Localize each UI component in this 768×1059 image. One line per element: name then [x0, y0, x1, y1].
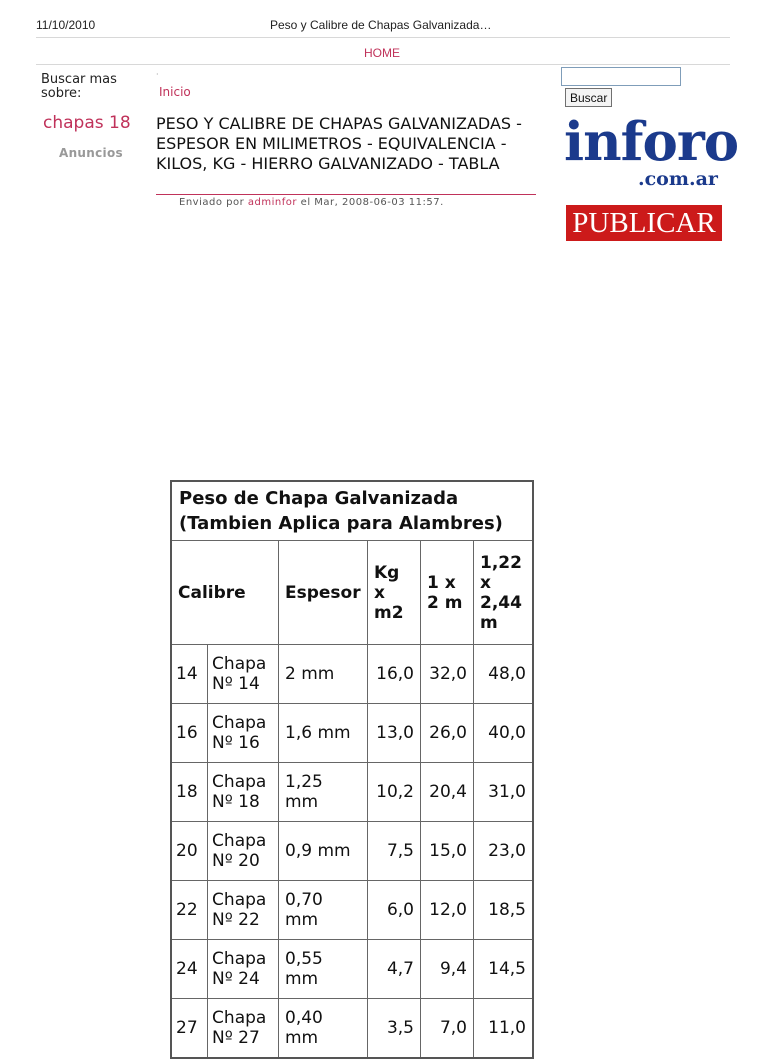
search-more-label: Buscar mas sobre: — [41, 72, 117, 101]
table-row — [171, 940, 533, 999]
cell-1x2: 15,0 — [421, 822, 474, 881]
table-row — [171, 645, 533, 704]
cell-espesor: 0,70 mm — [279, 881, 368, 940]
table-row — [171, 704, 533, 763]
cell-name: Chapa Nº 20 — [208, 822, 279, 881]
ads-label: Anuncios — [59, 146, 123, 160]
home-link[interactable]: HOME — [364, 46, 400, 60]
cell-kg: 10,2 — [368, 763, 421, 822]
header-122x244: 1,22 x 2,44 m — [474, 541, 534, 645]
header-1x2: 1 x 2 m — [421, 541, 474, 645]
divider — [36, 37, 730, 38]
header-espesor: Espesor — [279, 541, 368, 645]
article-title: PESO Y CALIBRE DE CHAPAS GALVANIZADAS - ESPESOR EN MILIMETROS - EQUIVALENCIA - KILOS, KG - HIERRO GALVANIZADO - TABLA — [156, 114, 522, 173]
meta-date: el Mar, 2008-06-03 11:57. — [300, 197, 444, 208]
author-link[interactable]: adminfor — [247, 197, 297, 208]
cell-espesor: 0,40 mm — [279, 999, 368, 1059]
weight-table — [170, 480, 534, 1059]
search-button[interactable]: Buscar — [565, 88, 612, 107]
cell-name: Chapa Nº 16 — [208, 704, 279, 763]
cell-calibre: 16 — [171, 704, 208, 763]
cell-1x2: 26,0 — [421, 704, 474, 763]
cell-1x2: 7,0 — [421, 999, 474, 1059]
breadcrumb-inicio-link[interactable]: Inicio — [159, 85, 191, 99]
cell-122x244: 14,5 — [474, 940, 534, 999]
cell-name: Chapa Nº 22 — [208, 881, 279, 940]
cell-calibre: 18 — [171, 763, 208, 822]
cell-calibre: 20 — [171, 822, 208, 881]
cell-1x2: 32,0 — [421, 645, 474, 704]
divider — [36, 64, 730, 65]
cell-kg: 13,0 — [368, 704, 421, 763]
cell-kg: 16,0 — [368, 645, 421, 704]
cell-name: Chapa Nº 24 — [208, 940, 279, 999]
cell-name: Chapa Nº 14 — [208, 645, 279, 704]
cell-espesor: 1,25 mm — [279, 763, 368, 822]
search-input[interactable] — [561, 67, 681, 86]
cell-kg: 6,0 — [368, 881, 421, 940]
cell-calibre: 27 — [171, 999, 208, 1059]
cell-kg: 4,7 — [368, 940, 421, 999]
table-row — [171, 822, 533, 881]
cell-calibre: 24 — [171, 940, 208, 999]
article-meta — [179, 197, 444, 208]
publish-button[interactable]: PUBLICAR — [566, 205, 722, 241]
print-date: 11/10/2010 — [36, 18, 96, 32]
cell-1x2: 20,4 — [421, 763, 474, 822]
cell-kg: 7,5 — [368, 822, 421, 881]
cell-espesor: 1,6 mm — [279, 704, 368, 763]
inforo-logo[interactable] — [564, 111, 739, 190]
table-row — [171, 999, 533, 1059]
cell-122x244: 23,0 — [474, 822, 534, 881]
meta-prefix: Enviado por — [179, 197, 245, 208]
title-divider — [156, 194, 536, 195]
logo-text: inforo — [564, 111, 739, 173]
cell-122x244: 11,0 — [474, 999, 534, 1059]
cell-name: Chapa Nº 18 — [208, 763, 279, 822]
cell-1x2: 9,4 — [421, 940, 474, 999]
cell-calibre: 14 — [171, 645, 208, 704]
cell-espesor: 2 mm — [279, 645, 368, 704]
cell-122x244: 40,0 — [474, 704, 534, 763]
table-caption: Peso de Chapa Galvanizada (Tambien Aplica para Alambres) — [171, 481, 533, 541]
cell-122x244: 48,0 — [474, 645, 534, 704]
cell-espesor: 0,55 mm — [279, 940, 368, 999]
print-page-title: Peso y Calibre de Chapas Galvanizada… — [270, 18, 492, 32]
table-row — [171, 881, 533, 940]
cell-kg: 3,5 — [368, 999, 421, 1059]
header-calibre: Calibre — [171, 541, 279, 645]
cell-1x2: 12,0 — [421, 881, 474, 940]
logo-domain: .com.ar — [638, 168, 718, 190]
cell-name: Chapa Nº 27 — [208, 999, 279, 1059]
tag-link-chapas-18[interactable]: chapas 18 — [43, 113, 131, 133]
cell-espesor: 0,9 mm — [279, 822, 368, 881]
bullet-dot: · — [156, 70, 159, 79]
header-kg-m2: Kg x m2 — [368, 541, 421, 645]
cell-122x244: 31,0 — [474, 763, 534, 822]
table-row — [171, 763, 533, 822]
cell-122x244: 18,5 — [474, 881, 534, 940]
cell-calibre: 22 — [171, 881, 208, 940]
